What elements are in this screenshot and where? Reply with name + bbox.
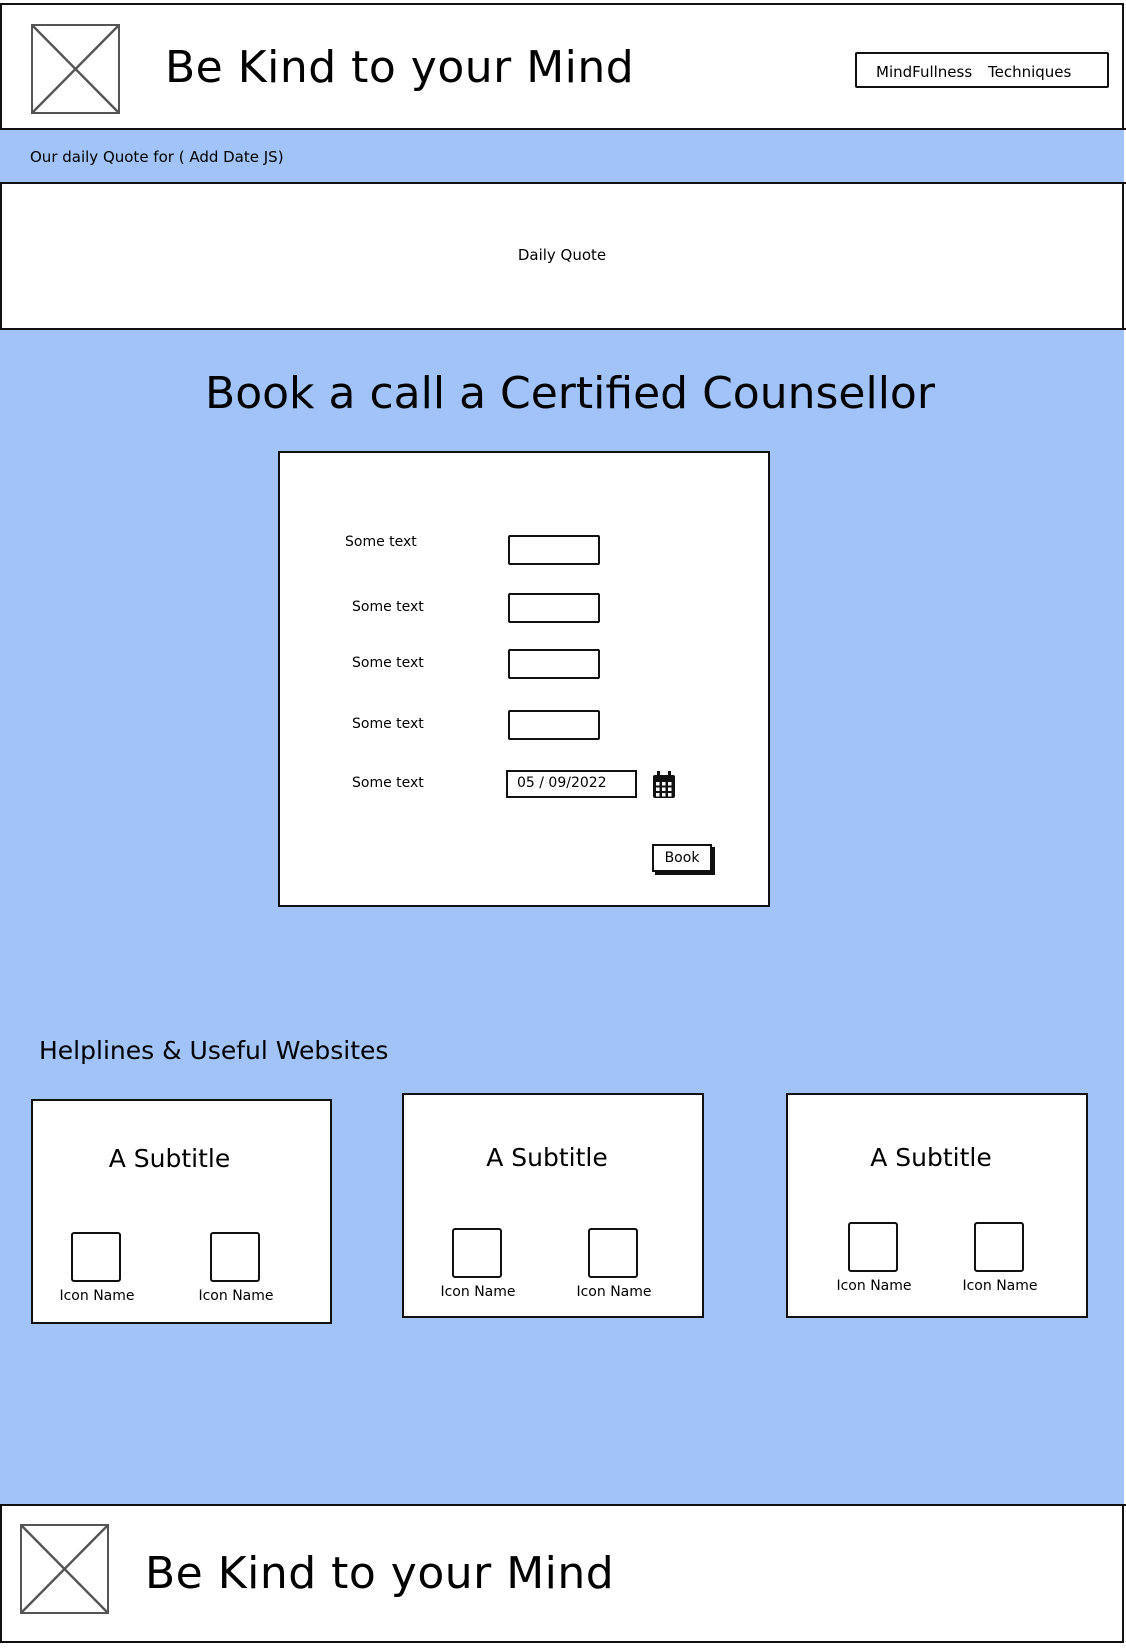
card-subtitle: A Subtitle bbox=[108, 1144, 231, 1173]
card-subtitle: A Subtitle bbox=[870, 1143, 992, 1172]
helpline-icon[interactable] bbox=[71, 1232, 121, 1282]
form-input[interactable] bbox=[508, 535, 600, 565]
top-nav bbox=[855, 52, 1109, 88]
quote-date-label: Our daily Quote for ( Add Date JS) bbox=[30, 148, 284, 166]
nav-techniques[interactable]: Techniques bbox=[988, 63, 1072, 81]
quote-bar bbox=[0, 130, 1124, 182]
icon-name: Icon Name bbox=[198, 1288, 274, 1304]
icon-name: Icon Name bbox=[59, 1288, 135, 1304]
helpline-icon[interactable] bbox=[974, 1222, 1024, 1272]
form-input[interactable] bbox=[508, 710, 600, 740]
icon-name: Icon Name bbox=[440, 1284, 516, 1300]
icon-name: Icon Name bbox=[836, 1278, 912, 1294]
divider bbox=[0, 182, 1126, 184]
calendar-icon[interactable] bbox=[652, 771, 676, 799]
book-button[interactable]: Book bbox=[652, 844, 712, 872]
helpline-icon[interactable] bbox=[210, 1232, 260, 1282]
helpline-icon[interactable] bbox=[452, 1228, 502, 1278]
field-label: Some text bbox=[352, 599, 424, 615]
nav-mindfulness[interactable]: MindFullness bbox=[876, 63, 973, 81]
form-input[interactable] bbox=[508, 593, 600, 623]
field-label: Some text bbox=[352, 655, 424, 671]
footer-image-placeholder-icon bbox=[20, 1524, 109, 1614]
date-input[interactable]: 05 / 09/2022 bbox=[506, 770, 637, 798]
form-input[interactable] bbox=[508, 649, 600, 679]
logo-image-placeholder-icon[interactable] bbox=[31, 24, 120, 114]
booking-heading: Book a call a Certified Counsellor bbox=[205, 368, 935, 419]
site-title: Be Kind to your Mind bbox=[165, 42, 635, 93]
card-subtitle: A Subtitle bbox=[486, 1143, 608, 1172]
booking-form bbox=[278, 451, 770, 907]
helpline-card bbox=[402, 1093, 704, 1318]
helplines-heading: Helplines & Useful Websites bbox=[39, 1036, 389, 1065]
field-label: Some text bbox=[352, 775, 424, 791]
helpline-icon[interactable] bbox=[848, 1222, 898, 1272]
icon-name: Icon Name bbox=[576, 1284, 652, 1300]
helpline-icon[interactable] bbox=[588, 1228, 638, 1278]
daily-quote: Daily Quote bbox=[517, 246, 607, 264]
icon-name: Icon Name bbox=[962, 1278, 1038, 1294]
helpline-card bbox=[31, 1099, 332, 1324]
footer-title: Be Kind to your Mind bbox=[145, 1548, 615, 1599]
field-label: Some text bbox=[345, 534, 417, 550]
divider bbox=[0, 1504, 1126, 1506]
field-label: Some text bbox=[352, 716, 424, 732]
helpline-card bbox=[786, 1093, 1088, 1318]
